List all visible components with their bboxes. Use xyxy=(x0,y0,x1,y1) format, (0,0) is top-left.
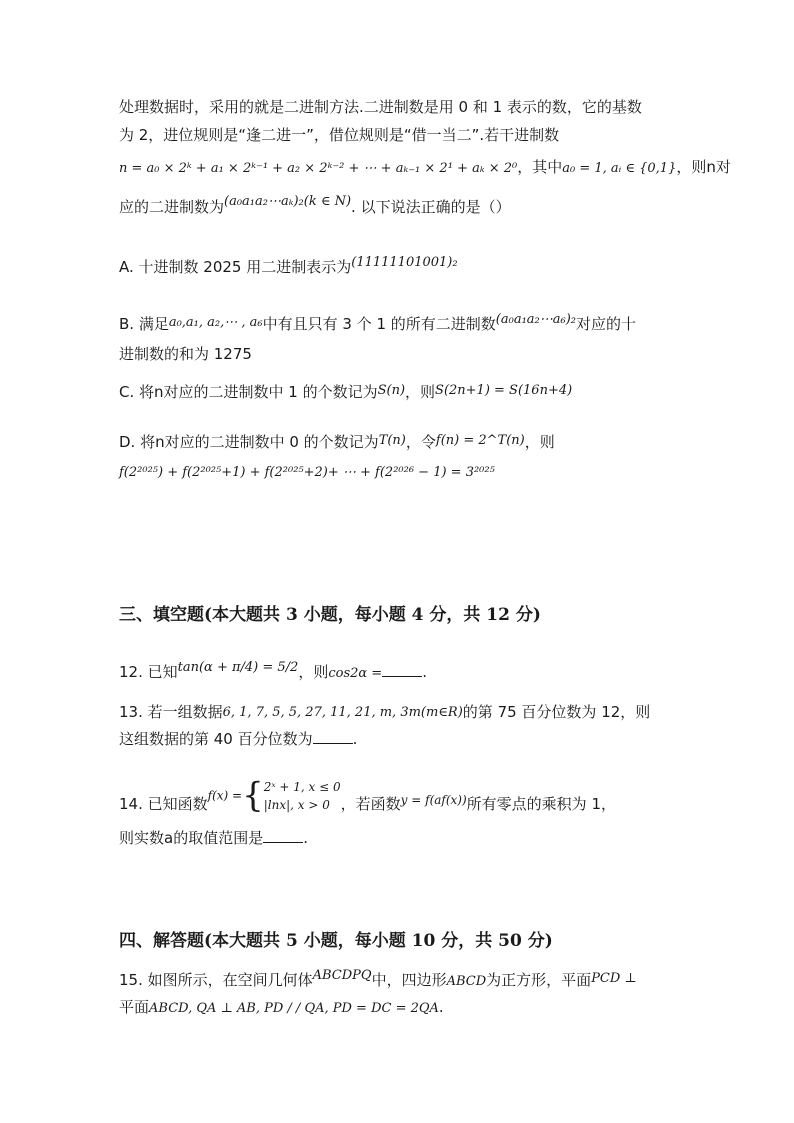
question-15-line-2 xyxy=(119,997,444,1019)
q12-cos-formula: cos2α = xyxy=(328,666,383,681)
option-c xyxy=(119,382,572,404)
option-d-text-2: ，令 xyxy=(405,433,436,451)
option-b-text-2: 中有且只有 3 个 1 的所有二进制数 xyxy=(262,315,496,333)
digit-condition-formula: a₀ = 1, aᵢ ∈ {0,1} xyxy=(562,161,677,176)
q13-text-1: 13. 若一组数据 xyxy=(119,703,223,721)
q13-answer-blank xyxy=(313,729,353,744)
q13-data-formula: 6, 1, 7, 5, 5, 27, 11, 21, m, 3m(m∈R) xyxy=(222,705,463,720)
q15-formula-1: ABCDPQ xyxy=(312,968,372,983)
q12-text-2: ，则 xyxy=(298,663,329,681)
q13-text-2: 的第 75 百分位数为 12，则 xyxy=(462,703,651,721)
q13-line-2-text: 这组数据的第 40 百分位数为 xyxy=(119,730,313,748)
q14-answer-blank xyxy=(263,828,303,843)
option-b-formula-1: a₀,a₁, a₂,⋯ , a₆ xyxy=(168,315,263,330)
intro-line-4-end: . 以下说法正确的是（） xyxy=(351,198,511,216)
intro-line-3-text: ，其中 xyxy=(517,158,563,176)
q13-end: . xyxy=(352,730,358,748)
q15-formula-3: PCD ⊥ xyxy=(591,971,637,986)
q15-line-2-text: 平面 xyxy=(119,998,150,1016)
option-c-text-1: C. 将n对应的二进制数中 1 的个数记为 xyxy=(119,383,378,401)
question-13-line-2 xyxy=(119,729,357,749)
q14-text-3: 所有零点的乘积为 1， xyxy=(466,794,616,813)
option-c-text-2: ，则 xyxy=(405,383,436,401)
binary-notation-formula: (a₀a₁a₂⋯aₖ)₂(k ∈ N) xyxy=(224,194,352,209)
option-d-formula-2: f(n) = 2^T(n) xyxy=(435,433,525,448)
q15-text-1: 15. 如图所示，在空间几何体 xyxy=(119,971,313,989)
question-13 xyxy=(119,702,650,724)
intro-line-4 xyxy=(119,194,511,219)
q15-line-2-end: . xyxy=(438,998,444,1016)
q15-line-2-formula: ABCD, QA ⊥ AB, PD / / QA, PD = DC = 2QA xyxy=(149,1001,439,1016)
option-d xyxy=(119,432,555,454)
question-14 xyxy=(119,770,616,820)
q14-f-lhs: f(x) = xyxy=(207,788,243,803)
q14-piece-2: |lnx|, x > 0 xyxy=(263,797,330,812)
q12-tan-formula: tan(α + π/4) = 5/2 xyxy=(177,660,299,675)
q12-answer-blank xyxy=(382,662,422,677)
option-b-text-3: 对应的十 xyxy=(575,315,636,333)
q14-brace: { xyxy=(242,775,264,816)
intro-line-3-end: ，则n对 xyxy=(676,158,731,176)
option-c-formula-2: S(2n+1) = S(16n+4) xyxy=(435,383,573,398)
intro-line-4-text: 应的二进制数为 xyxy=(119,198,225,216)
option-d-text-1: D. 将n对应的二进制数中 0 的个数记为 xyxy=(119,433,379,451)
option-d-formula-1: T(n) xyxy=(378,433,406,448)
option-a-text: A. 十进制数 2025 用二进制表示为 xyxy=(119,258,352,276)
option-b-formula-2: (a₀a₁a₂⋯a₆)₂ xyxy=(495,312,576,327)
q14-piecewise xyxy=(264,778,341,814)
q14-text-2: ，若函数 xyxy=(340,794,401,813)
option-d-line-2 xyxy=(119,461,495,483)
option-b-line-2: 进制数的和为 1275 xyxy=(119,345,252,363)
section-4-title: 四、解答题(本大题共 5 小题，每小题 10 分，共 50 分) xyxy=(119,931,553,951)
q15-formula-2: ABCD xyxy=(446,974,487,989)
question-12 xyxy=(119,662,427,684)
q12-end: . xyxy=(422,663,427,681)
option-a-formula: (11111101001)₂ xyxy=(351,255,458,270)
q14-text-1: 14. 已知函数 xyxy=(119,794,208,813)
intro-line-3 xyxy=(119,157,731,179)
question-15 xyxy=(119,970,637,992)
q14-end: . xyxy=(303,829,308,847)
option-c-formula-1: S(n) xyxy=(377,383,406,398)
q12-text-1: 12. 已知 xyxy=(119,663,178,681)
q14-y-formula: y = f(af(x)) xyxy=(400,792,467,807)
intro-line-2: 为 2，进位规则是“逢二进一”，借位规则是“借一当二”.若干进制数 xyxy=(119,126,560,144)
option-d-sum-formula: f(2²⁰²⁵) + f(2²⁰²⁵+1) + f(2²⁰²⁵+2)+ ⋯ + f(2²⁰²⁶ − 1) = 3²⁰²⁵ xyxy=(119,465,495,480)
q14-piece-1: 2ˣ + 1, x ≤ 0 xyxy=(263,779,341,794)
q15-text-2: 中，四边形 xyxy=(371,971,447,989)
q15-text-3: 为正方形，平面 xyxy=(486,971,592,989)
option-d-text-3: ，则 xyxy=(524,433,555,451)
intro-line-1: 处理数据时，采用的就是二进制方法.二进制数是用 0 和 1 表示的数，它的基数 xyxy=(119,98,642,116)
section-3-title: 三、填空题(本大题共 3 小题，每小题 4 分，共 12 分) xyxy=(119,605,541,625)
q14-line-2-text: 则实数a的取值范围是 xyxy=(119,829,264,847)
binary-expansion-formula: n = a₀ × 2ᵏ + a₁ × 2ᵏ⁻¹ + a₂ × 2ᵏ⁻² + ⋯ + aₖ₋₁ × 2¹ + aₖ × 2⁰ xyxy=(119,161,518,176)
question-14-line-2 xyxy=(119,828,308,848)
option-b xyxy=(119,314,636,336)
option-b-text-1: B. 满足 xyxy=(119,315,169,333)
option-a xyxy=(119,257,458,279)
